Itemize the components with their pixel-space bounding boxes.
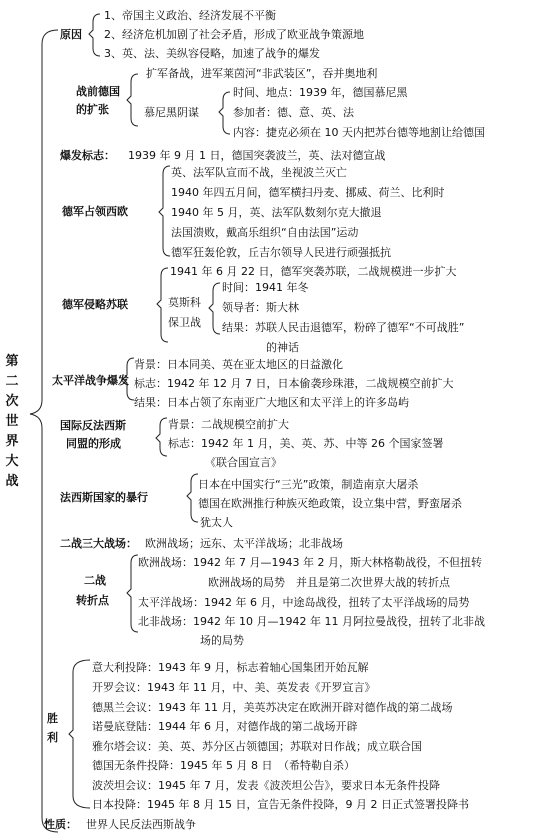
alliance-item: 背景：二战规模空前扩大 <box>168 418 289 431</box>
main-title-char: 世 <box>5 414 19 429</box>
victory-item: 诺曼底登陆：1944 年 6 月，对德作战的第二战场开辟 <box>92 720 358 733</box>
pacific-label: 太平洋战争爆发 <box>52 374 129 387</box>
pacific-item: 结果：日本占领了东南亚广大地区和太平洋上的许多岛屿 <box>134 396 409 409</box>
west-europe-item: 1940 年四五月间，德军横扫丹麦、挪威、荷兰、比利时 <box>171 186 445 199</box>
outbreak-text: 1939 年 9 月 1 日，德国突袭波兰，英、法对德宣战 <box>128 149 386 162</box>
victory-item: 德国无条件投降：1945 年 5 月 8 日 （希特勒自杀） <box>92 759 355 772</box>
victory-label: 胜 <box>47 712 58 725</box>
victory-item: 意大利投降：1943 年 9 月，标志着轴心国集团开始瓦解 <box>92 661 369 674</box>
cause-item: 3、英、法、美纵容侵略，加速了战争的爆发 <box>104 47 320 60</box>
main-title-char: 次 <box>5 394 19 409</box>
munich-item: 时间、地点：1939 年，德国慕尼黑 <box>233 86 408 99</box>
nature-text: 世界人民反法西斯战争 <box>86 818 196 831</box>
cause-item: 1、帝国主义政治、经济发展不平衡 <box>104 9 276 22</box>
alliance-label: 国际反法西斯 <box>60 419 126 432</box>
moscow-item: 时间：1941 年冬 <box>222 281 309 294</box>
main-title <box>4 352 20 492</box>
alliance-item: 《联合国宣言》 <box>205 456 282 469</box>
main-title-char: 第 <box>5 354 19 369</box>
turning-point-item: 欧洲战场：1942 年 7 月—1943 年 2 月，斯大林格勒战役，不但扭转 <box>138 556 482 569</box>
west-europe-label: 德军占领西欧 <box>62 205 128 218</box>
victory-item: 德黑兰会议：1943 年 11 月，美英苏决定在欧洲开辟对德作战的第二战场 <box>92 701 453 714</box>
west-europe-item: 法国溃败，戴高乐组织“自由法国”运动 <box>171 226 359 239</box>
munich-item: 内容：捷克必须在 10 天内把苏台德等地割让给德国 <box>233 126 485 139</box>
main-title-char: 战 <box>5 474 19 489</box>
alliance-item: 标志：1942 年 1 月，美、英、苏、中等 26 个国家签署 <box>168 437 444 450</box>
moscow-item: 领导者：斯大林 <box>222 301 299 314</box>
german-expansion-label: 战前德国 <box>76 85 120 98</box>
soviet-item: 1941 年 6 月 22 日，德军突袭苏联，二战规模进一步扩大 <box>170 265 457 278</box>
turning-point-item: 场的局势 <box>200 634 244 647</box>
turning-point-label: 转折点 <box>76 594 109 607</box>
main-title-char: 大 <box>5 454 19 469</box>
atrocities-label: 法西斯国家的暴行 <box>60 491 148 504</box>
turning-point-item: 欧洲战场的局势 并且是第二次世界大战的转折点 <box>208 576 450 589</box>
victory-item: 开罗会议：1943 年 11 月，中、美、英发表《开罗宣言》 <box>92 681 376 694</box>
outbreak-label: 爆发标志： <box>60 149 115 162</box>
moscow-label: 保卫战 <box>168 316 201 329</box>
soviet-label: 德军侵略苏联 <box>62 298 128 311</box>
victory-item: 雅尔塔会议：美、英、苏分区占领德国；苏联对日作战；成立联合国 <box>92 740 422 753</box>
atrocities-item: 德国在欧洲推行种族灭绝政策，设立集中营，野蛮屠杀 <box>198 497 462 510</box>
moscow-item: 结果：苏联人民击退德军，粉碎了德军“不可战胜” <box>222 321 465 334</box>
three-theaters-text: 欧洲战场；远东、太平洋战场；北非战场 <box>145 537 343 550</box>
turning-point-item: 太平洋战场：1942 年 6 月，中途岛战役，扭转了太平洋战场的局势 <box>138 596 470 609</box>
main-title-char: 界 <box>5 434 19 449</box>
west-europe-item: 英、法军队宣而不战，坐视波兰灭亡 <box>171 166 347 179</box>
moscow-item: 的神话 <box>266 341 299 354</box>
german-expansion-item: 扩军备战，进军莱茵河“非武装区”，吞并奥地利 <box>146 67 378 80</box>
pacific-item: 标志：1942 年 12 月 7 日，日本偷袭珍珠港，二战规模空前扩大 <box>134 377 454 390</box>
atrocities-item: 犹太人 <box>200 516 233 529</box>
west-europe-item: 1940 年 5 月，英、法军队数刻尔克大撤退 <box>171 206 382 219</box>
german-expansion-label: 的扩张 <box>76 103 109 116</box>
turning-point-item: 北非战场：1942 年 10 月—1942 年 11 月阿拉曼战役，扭转了北非战 <box>138 615 485 628</box>
victory-label: 利 <box>47 731 58 744</box>
alliance-label: 同盟的形成 <box>66 437 121 450</box>
cause-item: 2、经济危机加剧了社会矛盾，形成了欧亚战争策源地 <box>104 28 364 41</box>
main-title-char: 二 <box>5 374 19 389</box>
three-theaters-label: 二战三大战场： <box>60 537 137 550</box>
munich-label: 慕尼黑阴谋 <box>144 106 199 119</box>
pacific-item: 背景：日本同美、英在亚太地区的日益激化 <box>134 358 343 371</box>
munich-item: 参加者：德、意、英、法 <box>233 106 354 119</box>
moscow-label: 莫斯科 <box>168 296 201 309</box>
atrocities-item: 日本在中国实行“三光”政策，制造南京大屠杀 <box>198 478 419 491</box>
victory-item: 波茨坦会议：1945 年 7 月，发表《波茨坦公告》，要求日本无条件投降 <box>92 779 440 792</box>
turning-point-label: 二战 <box>84 574 106 587</box>
west-europe-item: 德军狂轰伦敦，丘吉尔领导人民进行顽强抵抗 <box>171 246 391 259</box>
victory-item: 日本投降：1945 年 8 月 15 日，宣告无条件投降，9 月 2 日正式签署投降书 <box>92 798 469 811</box>
cause-label: 原因 <box>60 28 82 41</box>
nature-label: 性质： <box>44 818 77 831</box>
